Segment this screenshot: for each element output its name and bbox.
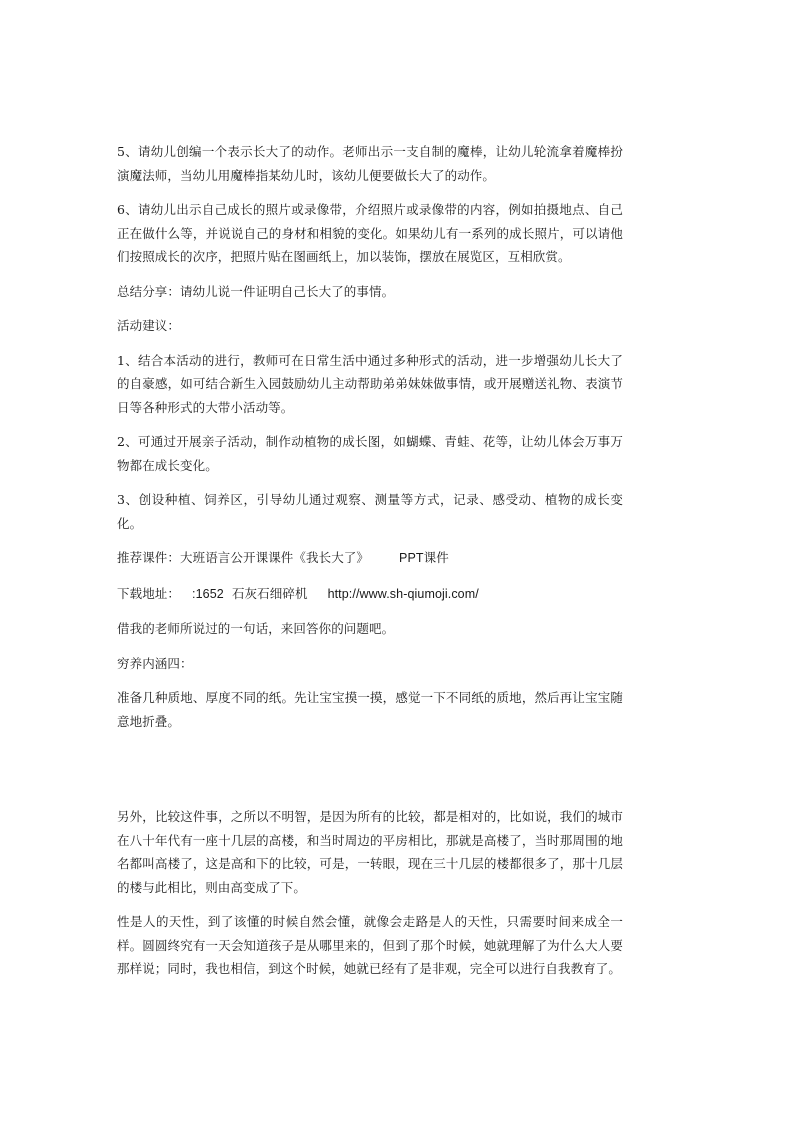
- paragraph-suggestion-1: 1、结合本活动的进行，教师可在日常生活中通过多种形式的活动，进一步增强幼儿长大了的自豪感，如可结合新生入园鼓励幼儿主动帮助弟弟妹妹做事情，或开展赠送礼物、表演节日等各种形式的大带小活动等。: [117, 352, 623, 415]
- paragraph-step-5: 5、请幼儿创编一个表示长大了的动作。老师出示一支自制的魔棒，让幼儿轮流拿着魔棒扮演魔法师，当幼儿用魔棒指某幼儿时，该幼儿便要做长大了的动作。: [117, 144, 623, 183]
- paragraph-suggestions-heading: 活动建议：: [117, 318, 181, 333]
- paragraph-heading-4: 穷养内涵四：: [117, 655, 193, 671]
- paragraph-suggestion-2: 2、可通过开展亲子活动，制作动植物的成长图，如蝴蝶、青蛙、花等，让幼儿体会万事万物都在成长变化。: [117, 434, 623, 473]
- download-name: 石灰石细碎机: [231, 585, 308, 601]
- paragraph-suggestion-3: 3、创设种植、饲养区，引导幼儿通过观察、测量等方式，记录、感受动、植物的成长变化。: [117, 492, 623, 531]
- paragraph-paper-activity: 准备几种质地、厚度不同的纸。先让宝宝摸一摸，感觉一下不同纸的质地，然后再让宝宝随意地折叠。: [117, 690, 623, 729]
- paragraph-step-6: 6、请幼儿出示自己成长的照片或录像带，介绍照片或录像带的内容，例如拍摄地点、自己正在做什么等，并说说自己的身材和相貌的变化。如果幼儿有一系列的成长照片，可以请他们按照成长的次序，把照片贴在图画纸上，加以装饰，摆放在展览区，互相欣赏。: [117, 202, 623, 264]
- document-body: [117, 140, 623, 992]
- recommend-suffix: PPT课件: [399, 551, 449, 565]
- paragraph-comparison: 另外，比较这件事，之所以不明智，是因为所有的比较，都是相对的，比如说，我们的城市在八十年代有一座十几层的高楼，和当时周边的平房相比，那就是高楼了，当时那周围的地名都叫高楼了，这是高和下的比较，可是，一转眼，现在三十几层的楼都很多了，那十几层的楼与此相比，则由高变成了下。: [117, 809, 623, 895]
- paragraph-summary: 总结分享：请幼儿说一件证明自己长大了的事情。: [117, 283, 395, 299]
- download-label: 下载地址：: [117, 585, 181, 601]
- download-url[interactable]: http://www.sh-qiumoji.com/: [327, 586, 479, 601]
- paragraph-quote: 借我的老师所说过的一句话，来回答你的问题吧。: [117, 621, 395, 636]
- download-code: :1652: [192, 586, 224, 601]
- recommend-line: [117, 546, 623, 571]
- download-line: [117, 582, 623, 607]
- paragraph-nature: 性是人的天性，到了该懂的时候自然会懂，就像会走路是人的天性，只需要时间来成全一样。圆圆终究有一天会知道孩子是从哪里来的，但到了那个时候，她就理解了为什么大人要那样说；同时，我也相信，到这个时候，她就已经有了是非观，完全可以进行自我教育了。: [117, 914, 623, 976]
- recommend-label: 推荐课件：大班语言公开课课件《我长大了》: [117, 550, 370, 565]
